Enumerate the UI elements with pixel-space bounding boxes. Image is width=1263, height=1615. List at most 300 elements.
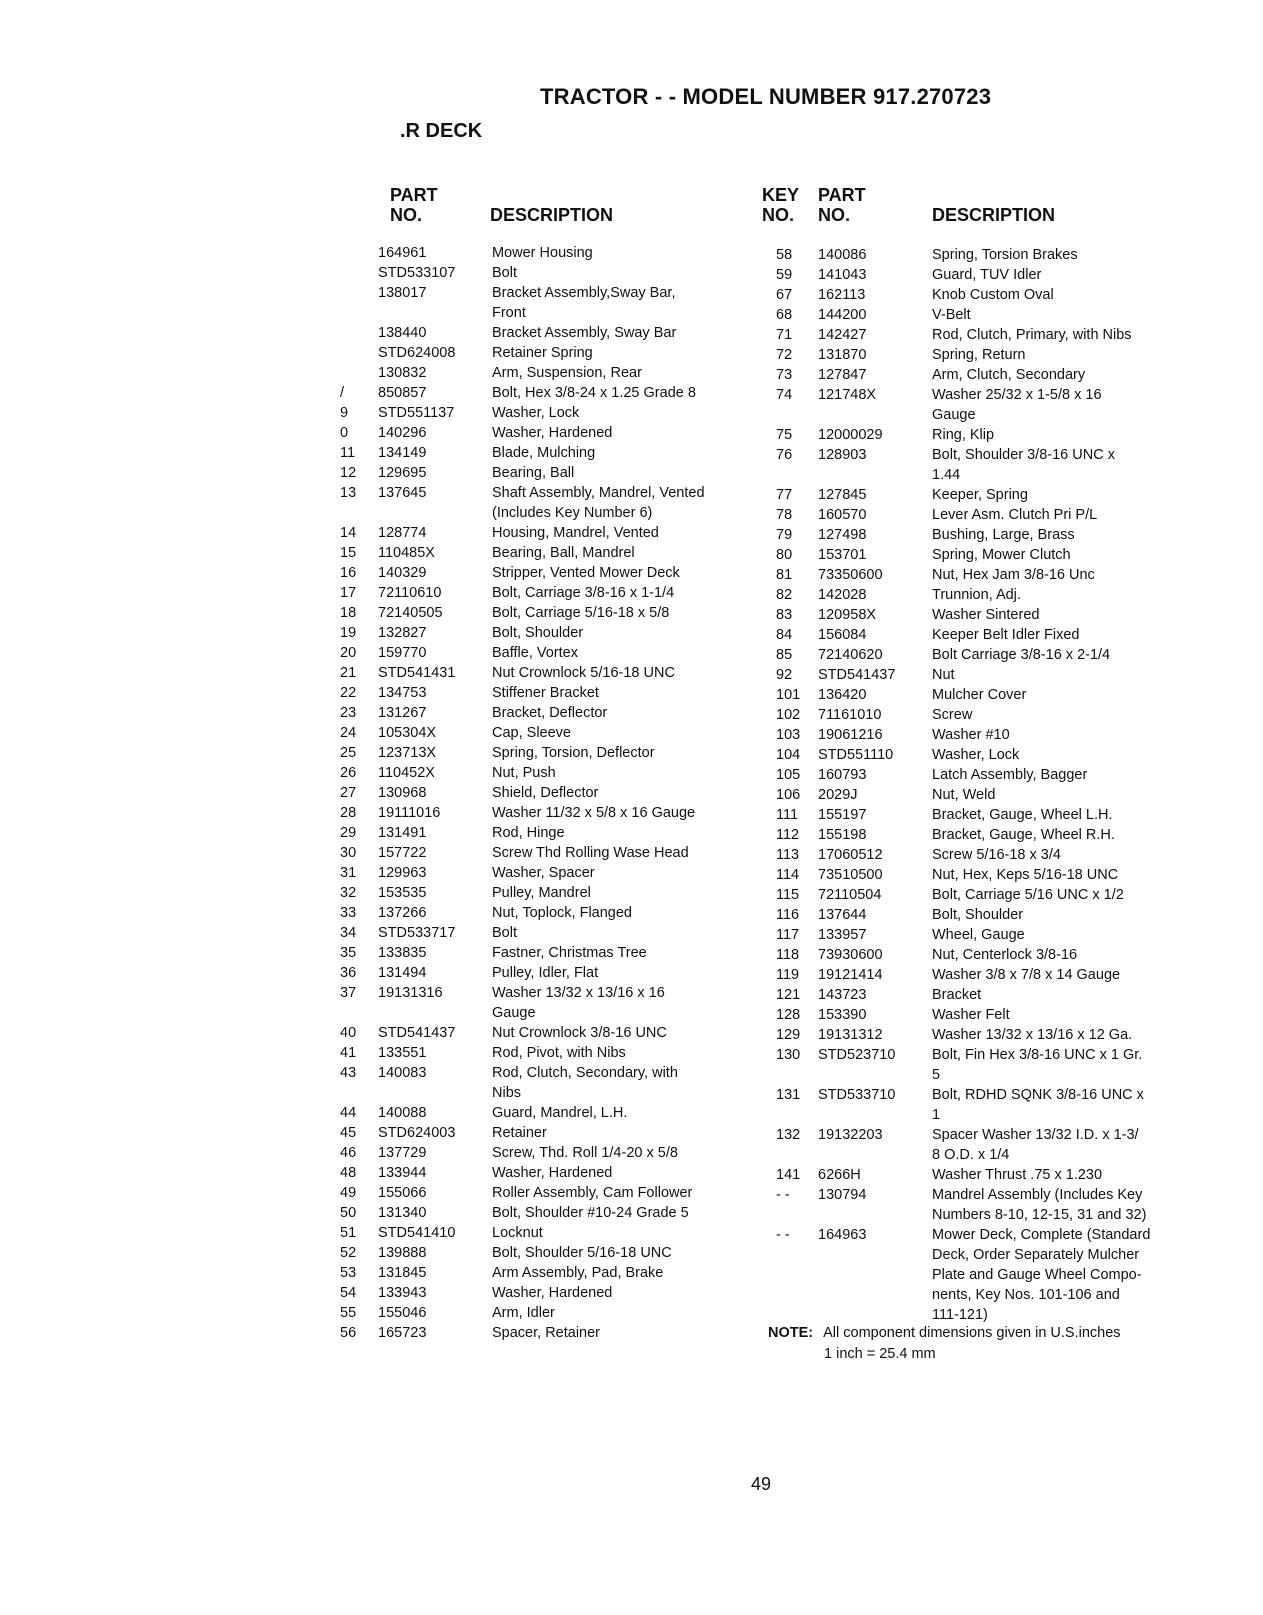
- key-number: 25: [340, 745, 357, 761]
- part-number: 137645: [378, 485, 427, 501]
- part-description: Locknut: [492, 1225, 543, 1241]
- key-number: - -: [776, 1227, 790, 1243]
- part-description: Nut Crownlock 3/8-16 UNC: [492, 1025, 667, 1041]
- part-description: Washer Sintered: [932, 607, 1040, 623]
- key-number: 81: [776, 567, 793, 583]
- part-description: Washer 25/32 x 1-5/8 x 16: [932, 387, 1102, 403]
- part-description: Plate and Gauge Wheel Compo-: [932, 1267, 1142, 1283]
- part-number: 133957: [818, 927, 867, 943]
- part-description: 8 O.D. x 1/4: [932, 1147, 1010, 1163]
- part-description: 1.44: [932, 467, 961, 483]
- part-description: Deck, Order Separately Mulcher: [932, 1247, 1140, 1263]
- part-description: Bolt, Shoulder: [492, 625, 584, 641]
- part-number: 140086: [818, 247, 867, 263]
- part-description: Nut Crownlock 5/16-18 UNC: [492, 665, 675, 681]
- part-description: Washer 13/32 x 13/16 x 16: [492, 985, 665, 1001]
- key-number: 82: [776, 587, 793, 603]
- part-description: 5: [932, 1067, 941, 1083]
- key-number: 131: [776, 1087, 801, 1103]
- part-description: Nut, Toplock, Flanged: [492, 905, 632, 921]
- key-number: 53: [340, 1265, 357, 1281]
- left-part-no-header: NO.: [390, 205, 423, 225]
- key-number: 101: [776, 687, 801, 703]
- part-description: Bolt, Hex 3/8-24 x 1.25 Grade 8: [492, 385, 696, 401]
- part-description: Gauge: [932, 407, 976, 423]
- part-number: 137266: [378, 905, 427, 921]
- left-description-header: DESCRIPTION: [490, 205, 614, 225]
- part-description: Cap, Sleeve: [492, 725, 571, 741]
- part-description: Washer, Spacer: [492, 865, 595, 881]
- key-number: 52: [340, 1245, 357, 1261]
- part-description: Spacer, Retainer: [492, 1325, 601, 1341]
- part-number: 137729: [378, 1145, 427, 1161]
- part-description: Nut: [932, 667, 955, 683]
- part-number: 142028: [818, 587, 867, 603]
- key-number: 68: [776, 307, 793, 323]
- part-number: 110485X: [378, 545, 435, 561]
- part-description: Housing, Mandrel, Vented: [492, 525, 659, 541]
- part-description: Spring, Torsion Brakes: [932, 247, 1078, 263]
- key-number: 45: [340, 1125, 357, 1141]
- part-number: STD533710: [818, 1087, 896, 1103]
- part-number: 130832: [378, 365, 427, 381]
- key-number: - -: [776, 1187, 790, 1203]
- part-description: Rod, Clutch, Primary, with Nibs: [932, 327, 1132, 343]
- part-description: Bushing, Large, Brass: [932, 527, 1075, 543]
- key-number: 22: [340, 685, 357, 701]
- key-number: 115: [776, 887, 800, 903]
- part-description: Spacer Washer 13/32 I.D. x 1-3/: [932, 1127, 1139, 1143]
- right-key-header: KEY: [762, 185, 800, 205]
- part-description: Bolt: [492, 925, 517, 941]
- key-number: 102: [776, 707, 801, 723]
- part-number: 159770: [378, 645, 427, 661]
- part-number: 128774: [378, 525, 427, 541]
- key-number: 40: [340, 1025, 357, 1041]
- part-number: 155197: [818, 807, 867, 823]
- part-number: STD523710: [818, 1047, 896, 1063]
- part-description: Stiffener Bracket: [492, 685, 599, 701]
- part-number: 128903: [818, 447, 867, 463]
- part-number: 157722: [378, 845, 427, 861]
- part-number: STD541431: [378, 665, 456, 681]
- part-description: Washer, Hardened: [492, 1165, 613, 1181]
- part-number: STD541437: [378, 1025, 456, 1041]
- key-number: 41: [340, 1045, 357, 1061]
- part-number: 134753: [378, 685, 427, 701]
- part-description: Washer 13/32 x 13/16 x 12 Ga.: [932, 1027, 1133, 1043]
- part-description: Nibs: [492, 1085, 522, 1101]
- part-number: 121748X: [818, 387, 877, 403]
- key-number: 29: [340, 825, 357, 841]
- part-number: 131494: [378, 965, 427, 981]
- part-number: 19131312: [818, 1027, 883, 1043]
- part-description: Pulley, Mandrel: [492, 885, 591, 901]
- part-description: Retainer: [492, 1125, 547, 1141]
- key-number: 72: [776, 347, 793, 363]
- part-number: 156084: [818, 627, 867, 643]
- part-number: 165723: [378, 1325, 427, 1341]
- key-number: 24: [340, 725, 357, 741]
- part-description: Keeper Belt Idler Fixed: [932, 627, 1080, 643]
- part-description: Guard, Mandrel, L.H.: [492, 1105, 628, 1121]
- key-number: 37: [340, 985, 357, 1001]
- part-number: 164961: [378, 245, 427, 261]
- part-number: 138017: [378, 285, 427, 301]
- part-number: 73350600: [818, 567, 883, 583]
- key-number: 17: [340, 585, 357, 601]
- part-number: 160793: [818, 767, 867, 783]
- part-description: Blade, Mulching: [492, 445, 596, 461]
- key-number: 58: [776, 247, 793, 263]
- part-number: 155198: [818, 827, 867, 843]
- part-number: 73510500: [818, 867, 883, 883]
- part-number: 143723: [818, 987, 867, 1003]
- part-number: STD551137: [378, 405, 455, 421]
- part-description: Washer #10: [932, 727, 1010, 743]
- part-description: Knob Custom Oval: [932, 287, 1054, 303]
- key-number: 78: [776, 507, 793, 523]
- key-number: 116: [776, 907, 800, 923]
- key-number: 121: [776, 987, 801, 1003]
- key-number: 59: [776, 267, 793, 283]
- part-number: 72140620: [818, 647, 883, 663]
- part-number: 6266H: [818, 1167, 861, 1183]
- part-description: Washer, Lock: [492, 405, 580, 421]
- part-number: 139888: [378, 1245, 427, 1261]
- part-number: 141043: [818, 267, 867, 283]
- part-number: 137644: [818, 907, 867, 923]
- part-description: Bracket, Deflector: [492, 705, 608, 721]
- part-number: 127845: [818, 487, 867, 503]
- part-number: 164963: [818, 1227, 867, 1243]
- part-number: 136420: [818, 687, 867, 703]
- part-description: Bolt, Carriage 5/16 UNC x 1/2: [932, 887, 1124, 903]
- part-number: 133943: [378, 1285, 427, 1301]
- part-number: 19132203: [818, 1127, 883, 1143]
- key-number: 31: [340, 865, 357, 881]
- part-number: 132827: [378, 625, 427, 641]
- part-number: 140329: [378, 565, 427, 581]
- key-number: 19: [340, 625, 357, 641]
- right-key-no-header: NO.: [762, 205, 795, 225]
- part-description: Spring, Return: [932, 347, 1026, 363]
- part-description: Bolt, Carriage 3/8-16 x 1-1/4: [492, 585, 675, 601]
- part-number: 129963: [378, 865, 427, 881]
- part-number: 110452X: [378, 765, 435, 781]
- page-title: TRACTOR - - MODEL NUMBER 917.270723: [540, 84, 992, 109]
- part-description: Retainer Spring: [492, 345, 593, 361]
- part-number: 19121414: [818, 967, 883, 983]
- part-description: Spring, Torsion, Deflector: [492, 745, 655, 761]
- key-number: 51: [340, 1225, 357, 1241]
- part-description: Roller Assembly, Cam Follower: [492, 1185, 693, 1201]
- part-number: STD551110: [818, 747, 894, 763]
- part-number: 71161010: [818, 707, 882, 723]
- key-number: 43: [340, 1065, 357, 1081]
- part-number: 129695: [378, 465, 427, 481]
- key-number: 33: [340, 905, 357, 921]
- part-description: Baffle, Vortex: [492, 645, 578, 661]
- part-number: 153390: [818, 1007, 867, 1023]
- key-number: 16: [340, 565, 357, 581]
- part-description: Mandrel Assembly (Includes Key: [932, 1187, 1143, 1203]
- part-description: Rod, Hinge: [492, 825, 565, 841]
- key-number: 56: [340, 1325, 357, 1341]
- key-number: 23: [340, 705, 357, 721]
- part-description: 111-121): [932, 1307, 988, 1323]
- key-number: 28: [340, 805, 357, 821]
- key-number: 48: [340, 1165, 357, 1181]
- part-description: Bolt, Shoulder #10-24 Grade 5: [492, 1205, 689, 1221]
- key-number: 74: [776, 387, 793, 403]
- key-number: 30: [340, 845, 357, 861]
- part-number: 142427: [818, 327, 867, 343]
- key-number: 114: [776, 867, 800, 883]
- part-description: Arm, Suspension, Rear: [492, 365, 642, 381]
- part-description: Rod, Clutch, Secondary, with: [492, 1065, 678, 1081]
- part-description: Fastner, Christmas Tree: [492, 945, 647, 961]
- part-description: Guard, TUV Idler: [932, 267, 1042, 283]
- part-number: STD624008: [378, 345, 456, 361]
- part-description: Mower Housing: [492, 245, 593, 261]
- right-part-header: PART: [818, 185, 866, 205]
- part-description: Keeper, Spring: [932, 487, 1028, 503]
- key-number: 67: [776, 287, 793, 303]
- key-number: 36: [340, 965, 357, 981]
- key-number: 75: [776, 427, 793, 443]
- key-number: 27: [340, 785, 357, 801]
- key-number: 50: [340, 1205, 357, 1221]
- part-number: 105304X: [378, 725, 437, 741]
- part-description: Shield, Deflector: [492, 785, 599, 801]
- left-part-header: PART: [390, 185, 438, 205]
- part-description: Bolt, Shoulder 3/8-16 UNC x: [932, 447, 1115, 463]
- key-number: 80: [776, 547, 793, 563]
- part-description: Arm, Idler: [492, 1305, 555, 1321]
- part-number: STD533717: [378, 925, 456, 941]
- key-number: 73: [776, 367, 793, 383]
- part-description: Bolt Carriage 3/8-16 x 2-1/4: [932, 647, 1111, 663]
- part-description: Bracket, Gauge, Wheel L.H.: [932, 807, 1113, 823]
- key-number: 21: [340, 665, 357, 681]
- part-number: 850857: [378, 385, 427, 401]
- part-description: V-Belt: [932, 307, 971, 323]
- part-description: Rod, Pivot, with Nibs: [492, 1045, 626, 1061]
- key-number: 32: [340, 885, 357, 901]
- key-number: 13: [340, 485, 357, 501]
- part-description: Washer 3/8 x 7/8 x 14 Gauge: [932, 967, 1121, 983]
- part-description: Latch Assembly, Bagger: [932, 767, 1088, 783]
- part-description: Bracket, Gauge, Wheel R.H.: [932, 827, 1115, 843]
- part-number: 120958X: [818, 607, 877, 623]
- part-description: nents, Key Nos. 101-106 and: [932, 1287, 1120, 1303]
- part-description: Washer, Lock: [932, 747, 1020, 763]
- part-description: Bracket Assembly,Sway Bar,: [492, 285, 676, 301]
- key-number: 106: [776, 787, 801, 803]
- part-description: Bracket Assembly, Sway Bar: [492, 325, 677, 341]
- part-description: Mower Deck, Complete (Standard: [932, 1227, 1151, 1243]
- part-description: Bolt: [492, 265, 517, 281]
- part-description: Bolt, Carriage 5/16-18 x 5/8: [492, 605, 670, 621]
- key-number: 12: [340, 465, 357, 481]
- part-number: 72110610: [378, 585, 442, 601]
- key-number: 9: [340, 405, 349, 421]
- right-part-no-header: NO.: [818, 205, 851, 225]
- key-number: 132: [776, 1127, 801, 1143]
- part-number: 131267: [378, 705, 427, 721]
- part-number: 162113: [818, 287, 866, 303]
- key-number: 117: [776, 927, 800, 943]
- part-description: Nut, Centerlock 3/8-16: [932, 947, 1078, 963]
- part-description: Bolt, Fin Hex 3/8-16 UNC x 1 Gr.: [932, 1047, 1143, 1063]
- part-number: 138440: [378, 325, 427, 341]
- part-description: Bolt, Shoulder 5/16-18 UNC: [492, 1245, 672, 1261]
- key-number: 83: [776, 607, 793, 623]
- part-description: Bolt, RDHD SQNK 3/8-16 UNC x: [932, 1087, 1144, 1103]
- part-number: 133835: [378, 945, 427, 961]
- key-number: 54: [340, 1285, 357, 1301]
- part-number: 133944: [378, 1165, 427, 1181]
- part-number: 123713X: [378, 745, 437, 761]
- part-description: Screw, Thd. Roll 1/4-20 x 5/8: [492, 1145, 678, 1161]
- key-number: 77: [776, 487, 793, 503]
- part-number: 127847: [818, 367, 867, 383]
- part-description: Screw: [932, 707, 973, 723]
- key-number: 85: [776, 647, 793, 663]
- key-number: 26: [340, 765, 357, 781]
- part-description: Bracket: [932, 987, 982, 1003]
- part-number: 155046: [378, 1305, 427, 1321]
- part-number: STD541410: [378, 1225, 456, 1241]
- part-number: 127498: [818, 527, 867, 543]
- key-number: 141: [776, 1167, 801, 1183]
- part-description: Ring, Klip: [932, 427, 995, 443]
- part-description: Bearing, Ball: [492, 465, 575, 481]
- part-description: 1: [932, 1107, 941, 1123]
- key-number: 71: [776, 327, 793, 343]
- part-number: 19061216: [818, 727, 883, 743]
- key-number: 76: [776, 447, 793, 463]
- part-description: Shaft Assembly, Mandrel, Vented: [492, 485, 705, 501]
- part-description: Spring, Mower Clutch: [932, 547, 1071, 563]
- key-number: 20: [340, 645, 357, 661]
- part-number: 131340: [378, 1205, 427, 1221]
- part-number: 140296: [378, 425, 427, 441]
- part-number: 73930600: [818, 947, 883, 963]
- part-description: Nut, Weld: [932, 787, 996, 803]
- part-description: Trunnion, Adj.: [932, 587, 1021, 603]
- part-number: STD533107: [378, 265, 456, 281]
- right-description-header: DESCRIPTION: [932, 205, 1056, 225]
- note: [768, 1323, 1121, 1343]
- key-number: 104: [776, 747, 801, 763]
- note-line-2: 1 inch = 25.4 mm: [824, 1346, 936, 1362]
- part-number: 131870: [818, 347, 867, 363]
- key-number: 44: [340, 1105, 357, 1121]
- part-number: 153701: [818, 547, 867, 563]
- part-description: Nut, Hex, Keps 5/16-18 UNC: [932, 867, 1119, 883]
- part-number: 19111016: [378, 805, 441, 821]
- part-description: Pulley, Idler, Flat: [492, 965, 599, 981]
- part-number: 131491: [378, 825, 427, 841]
- part-description: Arm, Clutch, Secondary: [932, 367, 1086, 383]
- part-number: 144200: [818, 307, 867, 323]
- key-number: 15: [340, 545, 357, 561]
- part-description: Nut, Hex Jam 3/8-16 Unc: [932, 567, 1095, 583]
- key-number: 14: [340, 525, 357, 541]
- part-number: 12000029: [818, 427, 883, 443]
- key-number: 130: [776, 1047, 801, 1063]
- part-description: Stripper, Vented Mower Deck: [492, 565, 680, 581]
- key-number: 46: [340, 1145, 357, 1161]
- key-number: 105: [776, 767, 801, 783]
- part-description: Gauge: [492, 1005, 536, 1021]
- part-number: 19131316: [378, 985, 443, 1001]
- key-number: 92: [776, 667, 793, 683]
- part-description: (Includes Key Number 6): [492, 505, 653, 521]
- note-line-1: All component dimensions given in U.S.inches: [823, 1325, 1121, 1341]
- key-number: /: [340, 385, 345, 401]
- part-description: Washer, Hardened: [492, 425, 613, 441]
- part-number: 131845: [378, 1265, 427, 1281]
- key-number: 128: [776, 1007, 801, 1023]
- key-number: 18: [340, 605, 357, 621]
- part-description: Screw 5/16-18 x 3/4: [932, 847, 1061, 863]
- part-description: Front: [492, 305, 526, 321]
- key-number: 119: [776, 967, 800, 983]
- page-number: 49: [751, 1474, 772, 1494]
- part-description: Mulcher Cover: [932, 687, 1027, 703]
- key-number: 112: [776, 827, 800, 843]
- key-number: 49: [340, 1185, 357, 1201]
- part-number: 155066: [378, 1185, 427, 1201]
- part-number: 2029J: [818, 787, 858, 803]
- part-number: 134149: [378, 445, 427, 461]
- part-number: 153535: [378, 885, 427, 901]
- section-title: .R DECK: [400, 120, 483, 142]
- part-number: 72110504: [818, 887, 882, 903]
- part-number: 130794: [818, 1187, 867, 1203]
- part-description: Wheel, Gauge: [932, 927, 1025, 943]
- key-number: 35: [340, 945, 357, 961]
- part-number: 72140505: [378, 605, 443, 621]
- part-description: Lever Asm. Clutch Pri P/L: [932, 507, 1098, 523]
- part-number: 160570: [818, 507, 867, 523]
- part-description: Bolt, Shoulder: [932, 907, 1024, 923]
- part-description: Nut, Push: [492, 765, 556, 781]
- key-number: 11: [340, 445, 356, 461]
- part-number: STD541437: [818, 667, 896, 683]
- key-number: 0: [340, 425, 349, 441]
- part-description: Washer 11/32 x 5/8 x 16 Gauge: [492, 805, 696, 821]
- part-number: 133551: [378, 1045, 427, 1061]
- key-number: 84: [776, 627, 793, 643]
- part-number: 130968: [378, 785, 427, 801]
- part-number: 140083: [378, 1065, 427, 1081]
- key-number: 103: [776, 727, 801, 743]
- part-description: Arm Assembly, Pad, Brake: [492, 1265, 664, 1281]
- part-description: Washer, Hardened: [492, 1285, 613, 1301]
- part-description: Screw Thd Rolling Wase Head: [492, 845, 689, 861]
- part-number: STD624003: [378, 1125, 456, 1141]
- part-description: Bearing, Ball, Mandrel: [492, 545, 635, 561]
- part-description: Washer Thrust .75 x 1.230: [932, 1167, 1103, 1183]
- note-label: NOTE:: [768, 1325, 814, 1341]
- part-description: Washer Felt: [932, 1007, 1010, 1023]
- key-number: 129: [776, 1027, 801, 1043]
- key-number: 79: [776, 527, 793, 543]
